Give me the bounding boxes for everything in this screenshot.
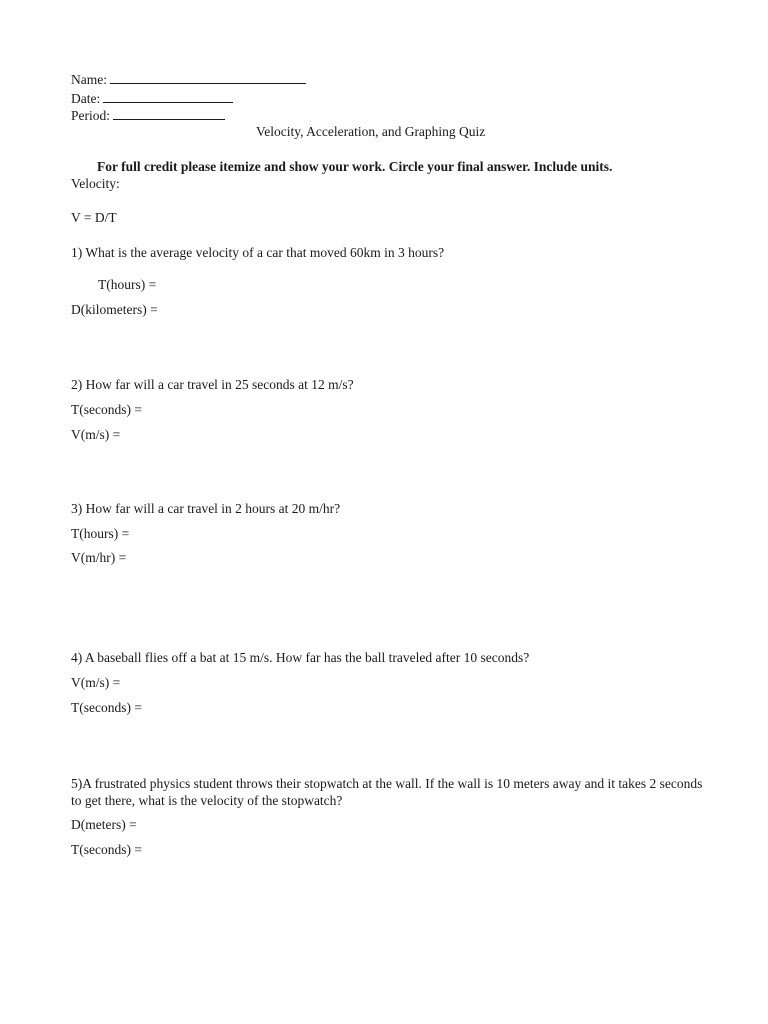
date-label: Date: (71, 91, 101, 106)
question-5-text: 5)A frustrated physics student throws their stopwatch at the wall. If the wall is 10 meters away and it takes 2 seconds to get there, what is the velocity of the stopwatch? (71, 776, 703, 808)
question-5-given-1: D(meters) = (71, 817, 137, 832)
question-3-given-2: V(m/hr) = (71, 550, 127, 565)
period-label: Period: (71, 108, 110, 123)
question-4-text: 4) A baseball flies off a bat at 15 m/s. How far has the ball traveled after 10 seconds? (71, 650, 530, 665)
question-4-given-1: V(m/s) = (71, 675, 121, 690)
question-4-given-2: T(seconds) = (71, 700, 142, 715)
date-field (71, 90, 233, 107)
question-1-text: 1) What is the average velocity of a car that moved 60km in 3 hours? (71, 245, 445, 260)
name-field (71, 71, 306, 88)
question-3-text: 3) How far will a car travel in 2 hours at 20 m/hr? (71, 501, 341, 516)
question-2-given-1: T(seconds) = (71, 402, 142, 417)
question-5-given-2: T(seconds) = (71, 842, 142, 857)
question-3-given-1: T(hours) = (71, 526, 130, 541)
name-blank[interactable] (110, 71, 306, 84)
period-field (71, 107, 225, 124)
date-blank[interactable] (103, 90, 233, 103)
question-2-given-2: V(m/s) = (71, 427, 121, 442)
question-1-given-2: D(kilometers) = (71, 302, 158, 317)
question-1-given-1: T(hours) = (98, 277, 157, 292)
question-2-text: 2) How far will a car travel in 25 seconds at 12 m/s? (71, 377, 354, 392)
period-blank[interactable] (113, 107, 225, 120)
name-label: Name: (71, 72, 107, 87)
section-label: Velocity: (71, 176, 120, 191)
instructions: For full credit please itemize and show your work. Circle your final answer. Include units. (97, 159, 613, 174)
quiz-title: Velocity, Acceleration, and Graphing Quiz (256, 124, 486, 139)
velocity-formula: V = D/T (71, 210, 117, 225)
